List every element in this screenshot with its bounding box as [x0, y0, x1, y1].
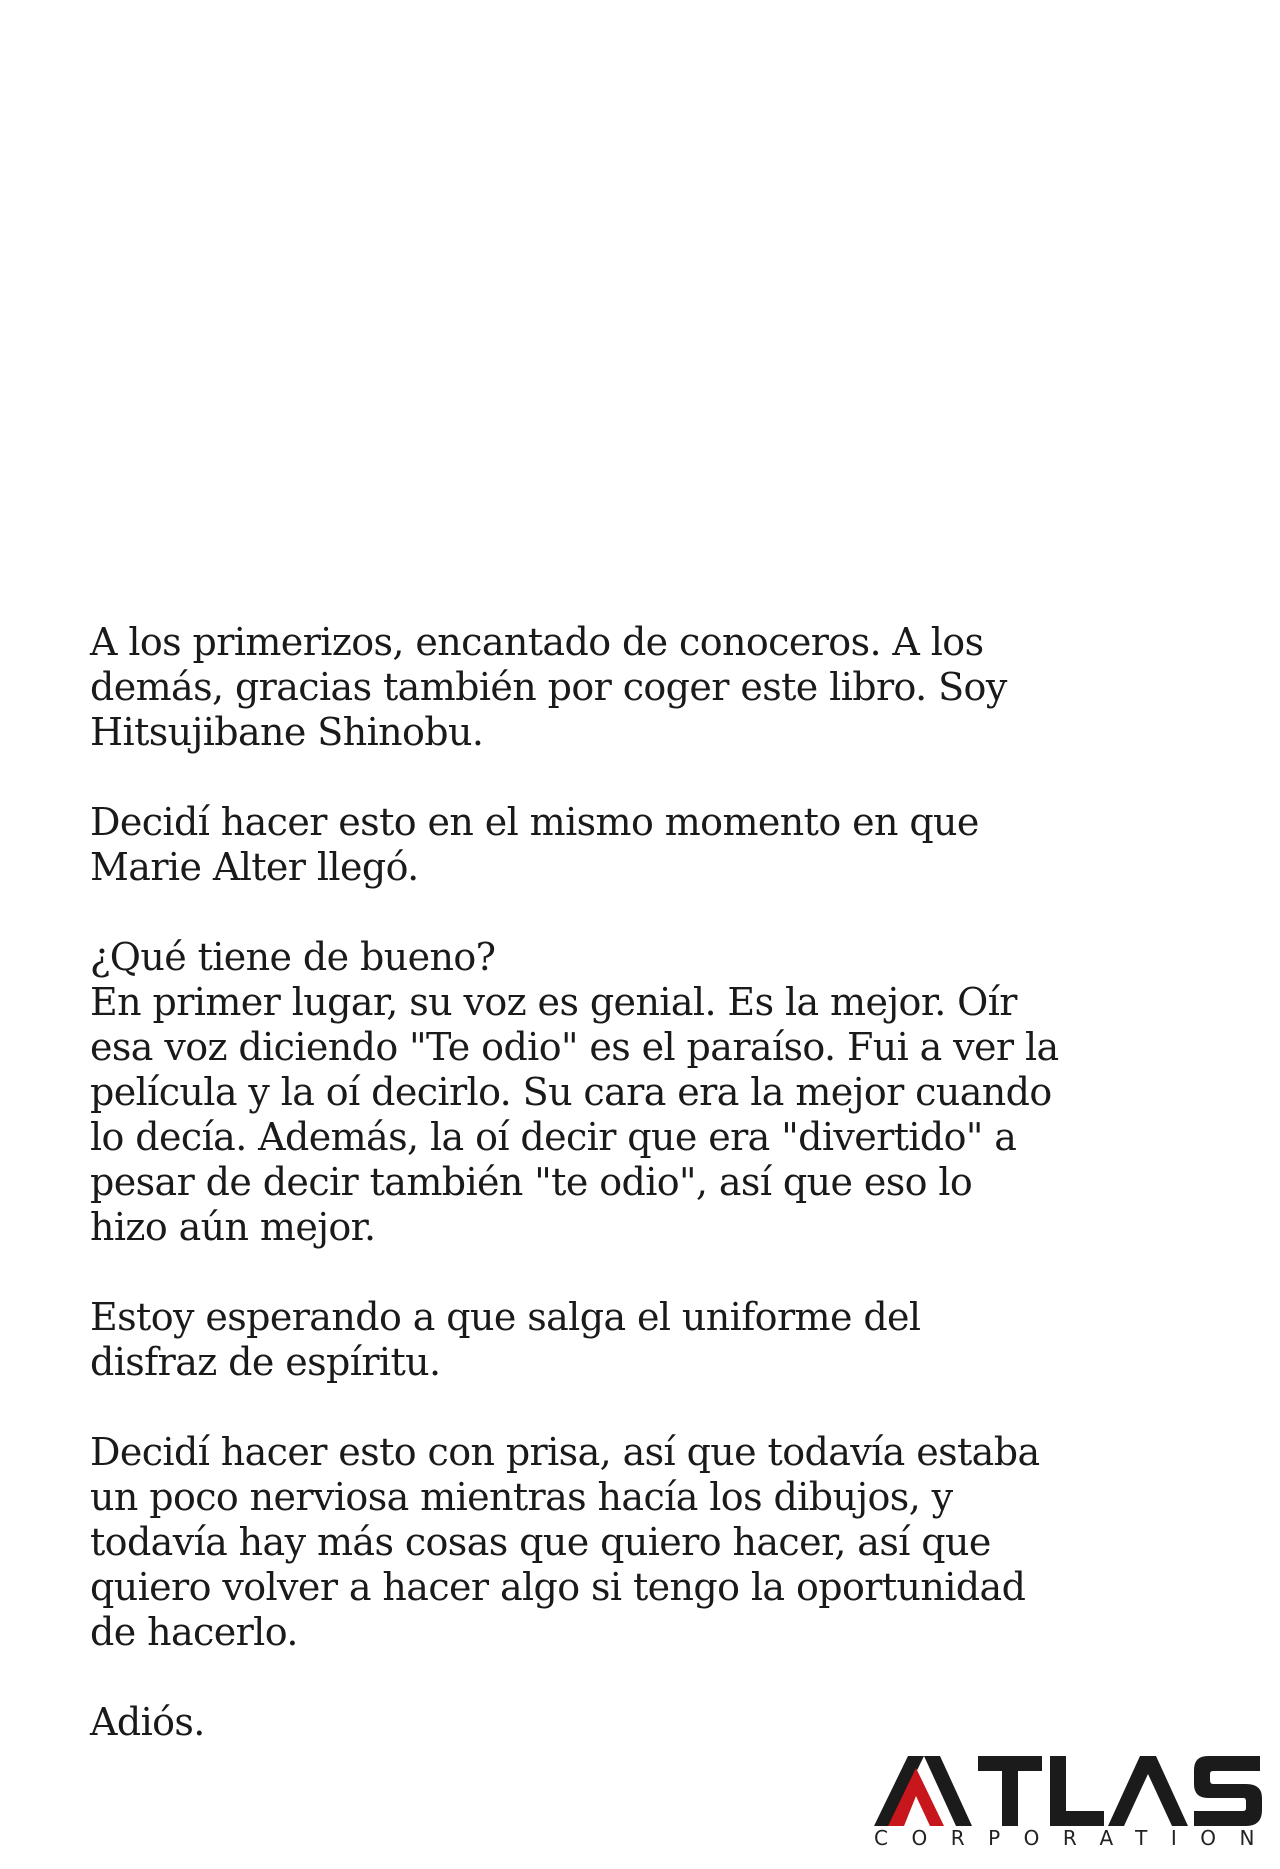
text-line: Marie Alter llegó. [90, 845, 419, 889]
text-line: un poco nerviosa mientras hacía los dibujos, y [90, 1475, 953, 1519]
text-line: Estoy esperando a que salga el uniforme del [90, 1295, 921, 1339]
logo-letter-l-foot [1050, 1811, 1104, 1826]
paragraph-uniform [90, 1295, 1080, 1385]
paragraph-hurry [90, 1430, 1080, 1655]
text-line: demás, gracias también por coger este libro. Soy [90, 665, 1007, 709]
text-line: quiero volver a hacer algo si tengo la oportunidad [90, 1565, 1026, 1609]
logo-subtitle: CORPORATION [874, 1826, 1278, 1850]
text-line: película y la oí decirlo. Su cara era la mejor cuando [90, 1070, 1052, 1114]
text-line: En primer lugar, su voz es genial. Es la mejor. Oír [90, 980, 1017, 1024]
text-line: pesar de decir también "te odio", así que eso lo [90, 1160, 973, 1204]
paragraph-greeting [90, 620, 1080, 755]
logo-letter-a2 [1108, 1756, 1188, 1826]
text-line: A los primerizos, encantado de conoceros. A los [90, 620, 984, 664]
text-line: hizo aún mejor. [90, 1205, 376, 1249]
atlas-logo-mark [868, 1748, 1268, 1828]
logo-letter-s [1194, 1756, 1262, 1826]
paragraph-whats-good [90, 935, 1080, 1250]
text-line: esa voz diciendo "Te odio" es el paraíso. Fui a ver la [90, 1025, 1059, 1069]
afterword-text [90, 620, 1080, 1790]
text-line: lo decía. Además, la oí decir que era "divertido" a [90, 1115, 1017, 1159]
text-line: Hitsujibane Shinobu. [90, 710, 484, 754]
text-line: Adiós. [90, 1700, 205, 1744]
logo-letter-t-stem [1002, 1756, 1018, 1826]
text-line: todavía hay más cosas que quiero hacer, así que [90, 1520, 991, 1564]
text-line: disfraz de espíritu. [90, 1340, 441, 1384]
text-line: Decidí hacer esto en el mismo momento en que [90, 800, 979, 844]
atlas-logo [868, 1748, 1278, 1858]
text-line: de hacerlo. [90, 1610, 298, 1654]
bleed-through-area [0, 0, 1280, 600]
text-line: ¿Qué tiene de bueno? [90, 935, 496, 979]
paragraph-decision [90, 800, 1080, 890]
text-line: Decidí hacer esto con prisa, así que todavía estaba [90, 1430, 1040, 1474]
paragraph-goodbye [90, 1700, 1080, 1745]
